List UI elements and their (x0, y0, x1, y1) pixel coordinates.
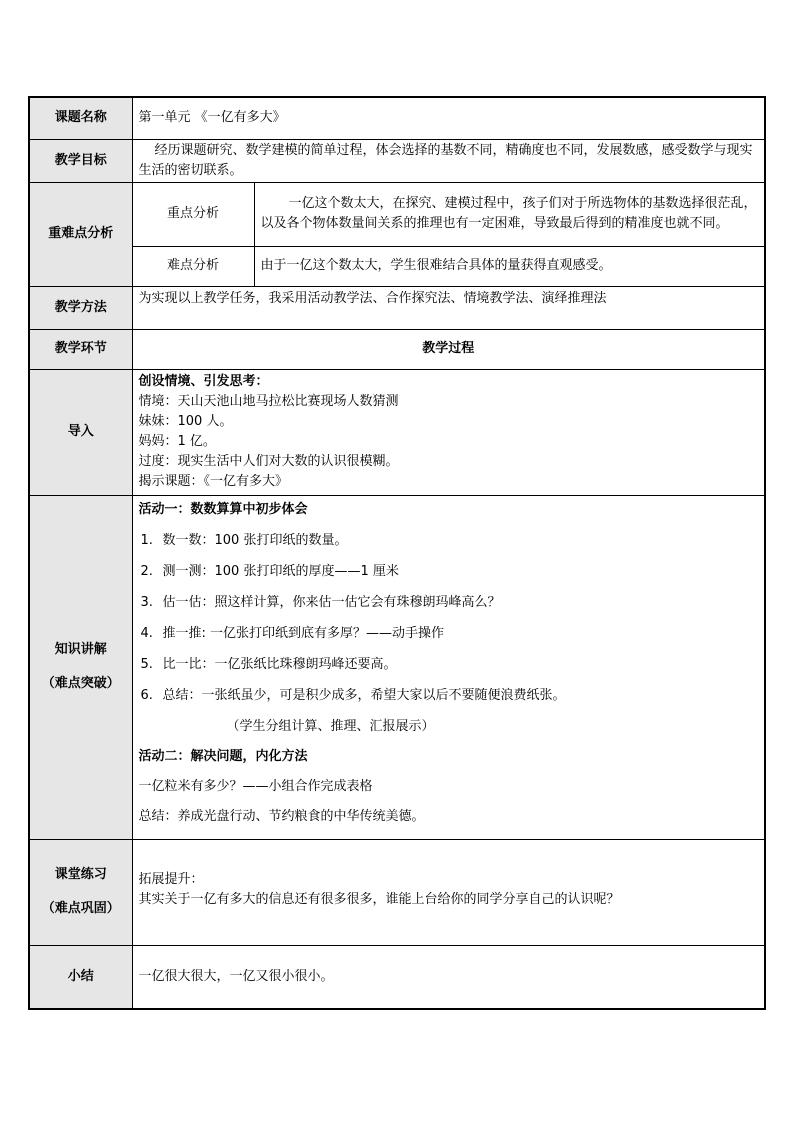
row-practice (29, 839, 765, 945)
row-wrapup (29, 945, 765, 1009)
intro-content (132, 369, 765, 495)
step-number: 5. (140, 656, 153, 672)
knowledge-label: 知识讲解 (54, 642, 107, 657)
row-title (29, 97, 765, 139)
intro-line: 妹妹：100 人。 (138, 413, 233, 429)
step-text: 推一推: 一亿张打印纸到底有多厚？——动手操作 (162, 625, 445, 641)
list-item (139, 686, 759, 706)
method-value: 为实现以上教学任务，我采用活动教学法、合作探究法、情境教学法、演绎推理法 (132, 286, 765, 329)
step-number: 1. (140, 532, 153, 548)
list-item (139, 593, 759, 613)
activity-two-summary: 总结：养成光盘行动、节约粮食的中华传统美德。 (138, 808, 425, 824)
wrapup-text: 一亿很大很大，一亿又很小很小。 (132, 945, 765, 1009)
intro-line: 揭示课题：《一亿有多大》 (138, 473, 289, 489)
practice-content (132, 839, 765, 945)
step-text: 数一数：100 张打印纸的数量。 (162, 532, 348, 548)
method-label: 教学方法 (29, 286, 132, 329)
difficulty-label: 重难点分析 (29, 182, 132, 286)
group-note: （学生分组计算、推理、汇报展示） (226, 718, 435, 734)
step-text: 估一估：照这样计算，你来估一估它会有珠穆朗玛峰高么？ (162, 594, 501, 610)
intro-label: 导入 (29, 369, 132, 495)
hard-analysis-label: 难点分析 (132, 246, 254, 286)
intro-line: 过度：现实生活中人们对大数的认识很模糊。 (138, 453, 399, 469)
step-number: 6. (140, 687, 153, 703)
practice-label-cell (29, 839, 132, 945)
list-item (139, 531, 759, 551)
step-number: 2. (140, 563, 153, 579)
goal-value: 经历课题研究、数学建模的简单过程，体会选择的基数不同，精确度也不同，发展数感，感受数学与现实生活的密切联系。 (132, 139, 765, 182)
knowledge-content (132, 495, 765, 839)
step-number: 4. (140, 625, 153, 641)
title-value: 第一单元 《一亿有多大》 (132, 97, 765, 139)
activity-two-question: 一亿粒米有多少？——小组合作完成表格 (138, 778, 373, 794)
row-process-header (29, 329, 765, 369)
wrapup-label: 小结 (29, 945, 132, 1009)
step-text: 测一测：100 张打印纸的厚度——1 厘米 (162, 563, 399, 579)
row-intro (29, 369, 765, 495)
practice-label-sub: （难点巩固） (41, 901, 120, 916)
process-header-label: 教学环节 (29, 329, 132, 369)
activity-steps-list (139, 531, 759, 706)
practice-heading: 拓展提升： (138, 871, 204, 887)
hard-analysis-value: 由于一亿这个数太大，学生很难结合具体的量获得直观感受。 (254, 246, 765, 286)
intro-line: 情境：天山天池山地马拉松比赛现场人数猜测 (138, 393, 399, 409)
list-item (139, 655, 759, 675)
intro-line: 妈妈：1 亿。 (138, 433, 216, 449)
knowledge-label-sub: （难点突破） (41, 676, 120, 691)
step-text: 总结：一张纸虽少，可是积少成多，希望大家以后不要随便浪费纸张。 (162, 687, 566, 703)
row-method (29, 286, 765, 329)
title-label: 课题名称 (29, 97, 132, 139)
knowledge-label-cell (29, 495, 132, 839)
practice-label: 课堂练习 (54, 867, 107, 882)
intro-heading: 创设情境、引发思考： (138, 373, 269, 389)
goal-label: 教学目标 (29, 139, 132, 182)
step-number: 3. (140, 594, 153, 610)
process-header-value: 教学过程 (132, 329, 765, 369)
row-goal (29, 139, 765, 182)
list-item (139, 562, 759, 582)
row-knowledge (29, 495, 765, 839)
row-hard-analysis (29, 246, 765, 286)
row-key-analysis (29, 182, 765, 246)
step-text: 比一比：一亿张纸比珠穆朗玛峰还要高。 (162, 656, 397, 672)
list-item (139, 624, 759, 644)
practice-text: 其实关于一亿有多大的信息还有很多很多，谁能上台给你的同学分享自己的认识呢？ (138, 891, 620, 907)
key-analysis-value: 一亿这个数太大，在探究、建模过程中，孩子们对于所选物体的基数选择很茫乱，以及各个物体数量间关系的推理也有一定困难，导致最后得到的精准度也就不同。 (254, 182, 765, 246)
activity-one-heading: 活动一：数数算算中初步体会 (138, 501, 308, 517)
activity-two-heading: 活动二：解决问题，内化方法 (138, 748, 308, 764)
key-analysis-label: 重点分析 (132, 182, 254, 246)
lesson-plan-table (28, 96, 766, 1010)
